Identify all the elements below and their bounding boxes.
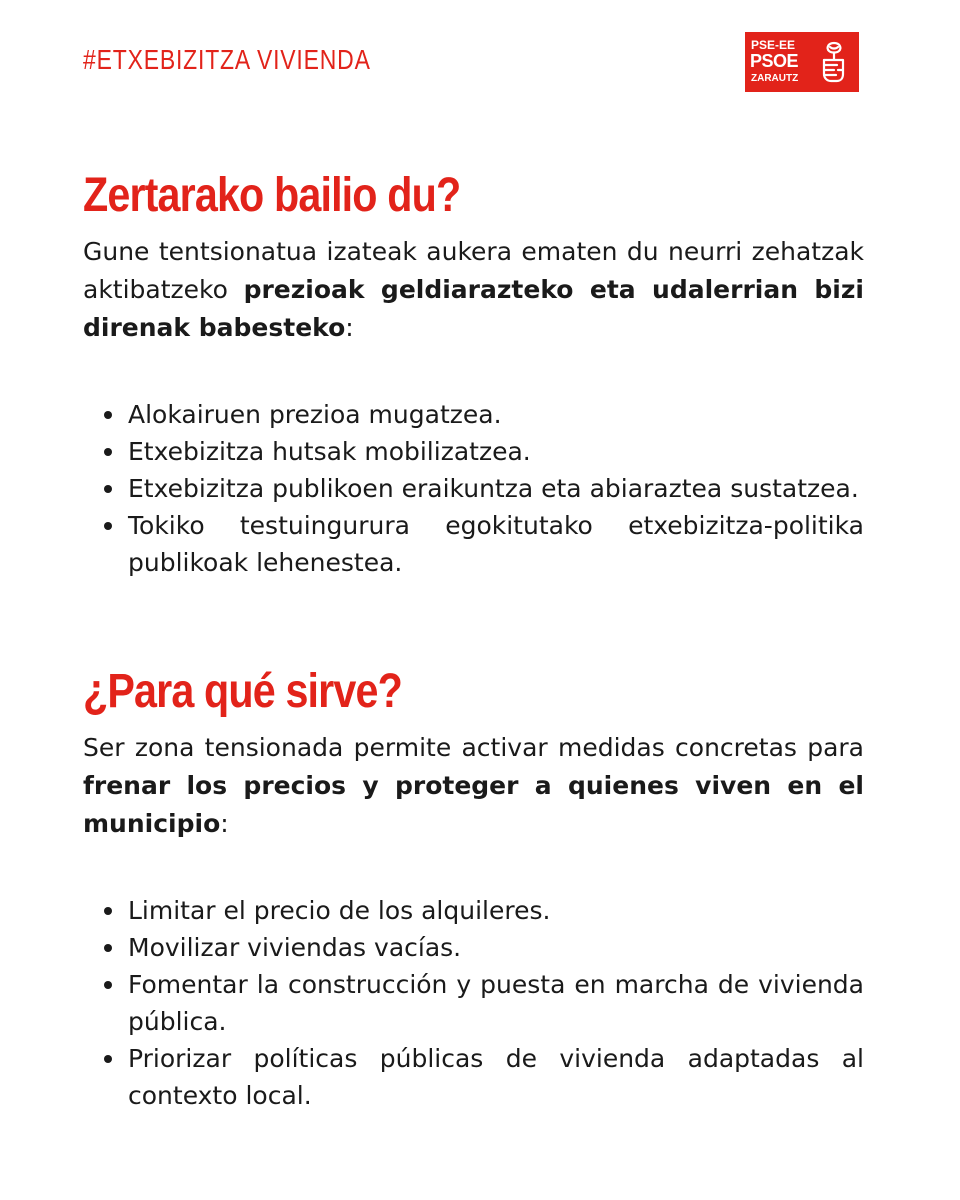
list-spanish bbox=[83, 892, 864, 1114]
heading-basque: Zertarako bailio du? bbox=[83, 169, 461, 222]
list-basque bbox=[83, 396, 864, 581]
intro-text: Ser zona tensionada permite activar medidas concretas para bbox=[83, 733, 864, 762]
fist-rose-icon bbox=[815, 40, 853, 84]
list-item: Etxebizitza hutsak mobilizatzea. bbox=[128, 433, 864, 470]
list-item: Alokairuen prezioa mugatzea. bbox=[128, 396, 864, 433]
heading-spanish: ¿Para qué sirve? bbox=[83, 665, 402, 718]
intro-end: : bbox=[220, 809, 229, 838]
section-spanish bbox=[83, 664, 864, 1114]
logo-line-3: ZARAUTZ bbox=[751, 73, 799, 84]
list-item: Movilizar viviendas vacías. bbox=[128, 929, 864, 966]
section-basque bbox=[83, 168, 864, 581]
list-item: Etxebizitza publikoen eraikuntza eta abiaraztea sustatzea. bbox=[128, 470, 864, 507]
party-logo bbox=[745, 32, 859, 92]
logo-line-1: PSE-EE bbox=[751, 38, 796, 52]
intro-bold-text: frenar los precios y proteger a quienes viven en el municipio bbox=[83, 771, 864, 838]
list-item: Tokiko testuingurura egokitutako etxebizitza-politika publikoak lehenestea. bbox=[128, 507, 864, 581]
intro-basque bbox=[83, 233, 864, 347]
intro-text: Gune tentsionatua izateak aukera ematen du neurri zehatzak aktibatzeko bbox=[83, 237, 864, 304]
list-item: Priorizar políticas públicas de vivienda adaptadas al contexto local. bbox=[128, 1040, 864, 1114]
intro-bold-text: prezioak geldiarazteko eta udalerrian bizi direnak babesteko bbox=[83, 275, 864, 342]
list-item: Limitar el precio de los alquileres. bbox=[128, 892, 864, 929]
hashtag-title: #ETXEBIZITZA VIVIENDA bbox=[83, 44, 371, 75]
intro-end: : bbox=[345, 313, 354, 342]
intro-spanish bbox=[83, 729, 864, 843]
logo-line-2: PSOE bbox=[750, 51, 799, 71]
list-item: Fomentar la construcción y puesta en marcha de vivienda pública. bbox=[128, 966, 864, 1040]
